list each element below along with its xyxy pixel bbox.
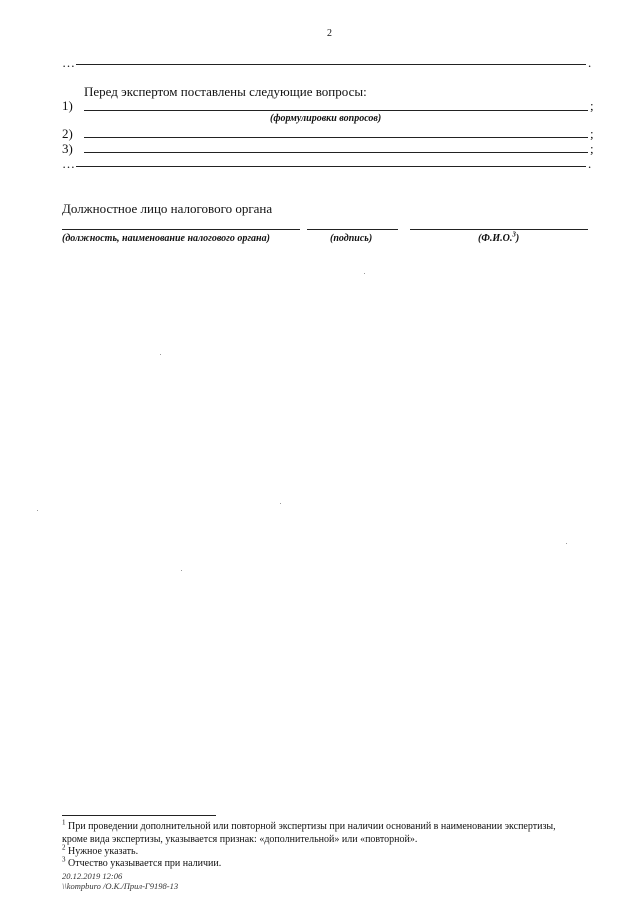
official-title: Должностное лицо налогового органа	[62, 201, 273, 216]
questions-caption: (формулировки вопросов)	[270, 113, 382, 124]
footnote-2-mark: 2	[62, 843, 66, 852]
question-3-label: 3)	[62, 141, 73, 156]
footnote-1-continuation: кроме вида экспертизы, указывается признак: «дополнительной» или «повторной».	[62, 834, 418, 845]
footnote-1	[62, 818, 556, 833]
name-caption-close: )	[515, 233, 520, 244]
scan-speck	[364, 273, 365, 274]
footnote-3	[62, 855, 222, 870]
more-questions-line	[76, 166, 586, 167]
question-3-end: ;	[590, 141, 594, 156]
scan-speck	[181, 570, 182, 571]
footnote-separator	[62, 815, 216, 816]
signature-line	[307, 229, 398, 230]
question-1-label: 1)	[62, 98, 73, 113]
question-3-line	[84, 152, 588, 153]
question-2-line	[84, 137, 588, 138]
name-caption-footnote-mark: 3	[512, 230, 516, 239]
footnote-3-mark: 3	[62, 855, 66, 864]
scan-speck	[160, 354, 161, 355]
footnote-2	[62, 843, 139, 858]
print-source: \\kompburo /О.К./Прил-Г9198-13	[62, 881, 179, 891]
print-date: 20.12.2019 12:06	[62, 871, 123, 881]
more-questions-ellipsis: …	[62, 156, 75, 171]
scan-speck	[566, 543, 567, 544]
name-line	[410, 229, 588, 230]
question-2-end: ;	[590, 126, 594, 141]
scan-speck	[280, 503, 281, 504]
top-line-end: .	[588, 55, 592, 70]
more-questions-end: .	[588, 156, 592, 171]
scan-speck	[37, 510, 38, 511]
signature-caption: (подпись)	[330, 233, 373, 244]
position-line	[62, 229, 300, 230]
page-number: 2	[327, 28, 332, 39]
footnote-2-text: Нужное указать.	[68, 846, 139, 857]
name-caption	[478, 230, 520, 245]
footnote-3-text: Отчество указывается при наличии.	[68, 858, 222, 869]
question-2-label: 2)	[62, 126, 73, 141]
top-line-underline	[76, 64, 586, 65]
question-1-end: ;	[590, 98, 594, 113]
footnote-1-text: При проведении дополнительной или повторной экспертизы при наличии оснований в наименовании экспертизы,	[68, 821, 556, 832]
name-caption-text: (Ф.И.О.	[478, 233, 513, 244]
footnote-1-mark: 1	[62, 818, 66, 827]
question-1-line	[84, 110, 588, 111]
position-caption: (должность, наименование налогового органа)	[62, 233, 270, 244]
top-line-ellipsis: …	[62, 55, 75, 70]
questions-heading: Перед экспертом поставлены следующие вопросы:	[84, 84, 367, 99]
